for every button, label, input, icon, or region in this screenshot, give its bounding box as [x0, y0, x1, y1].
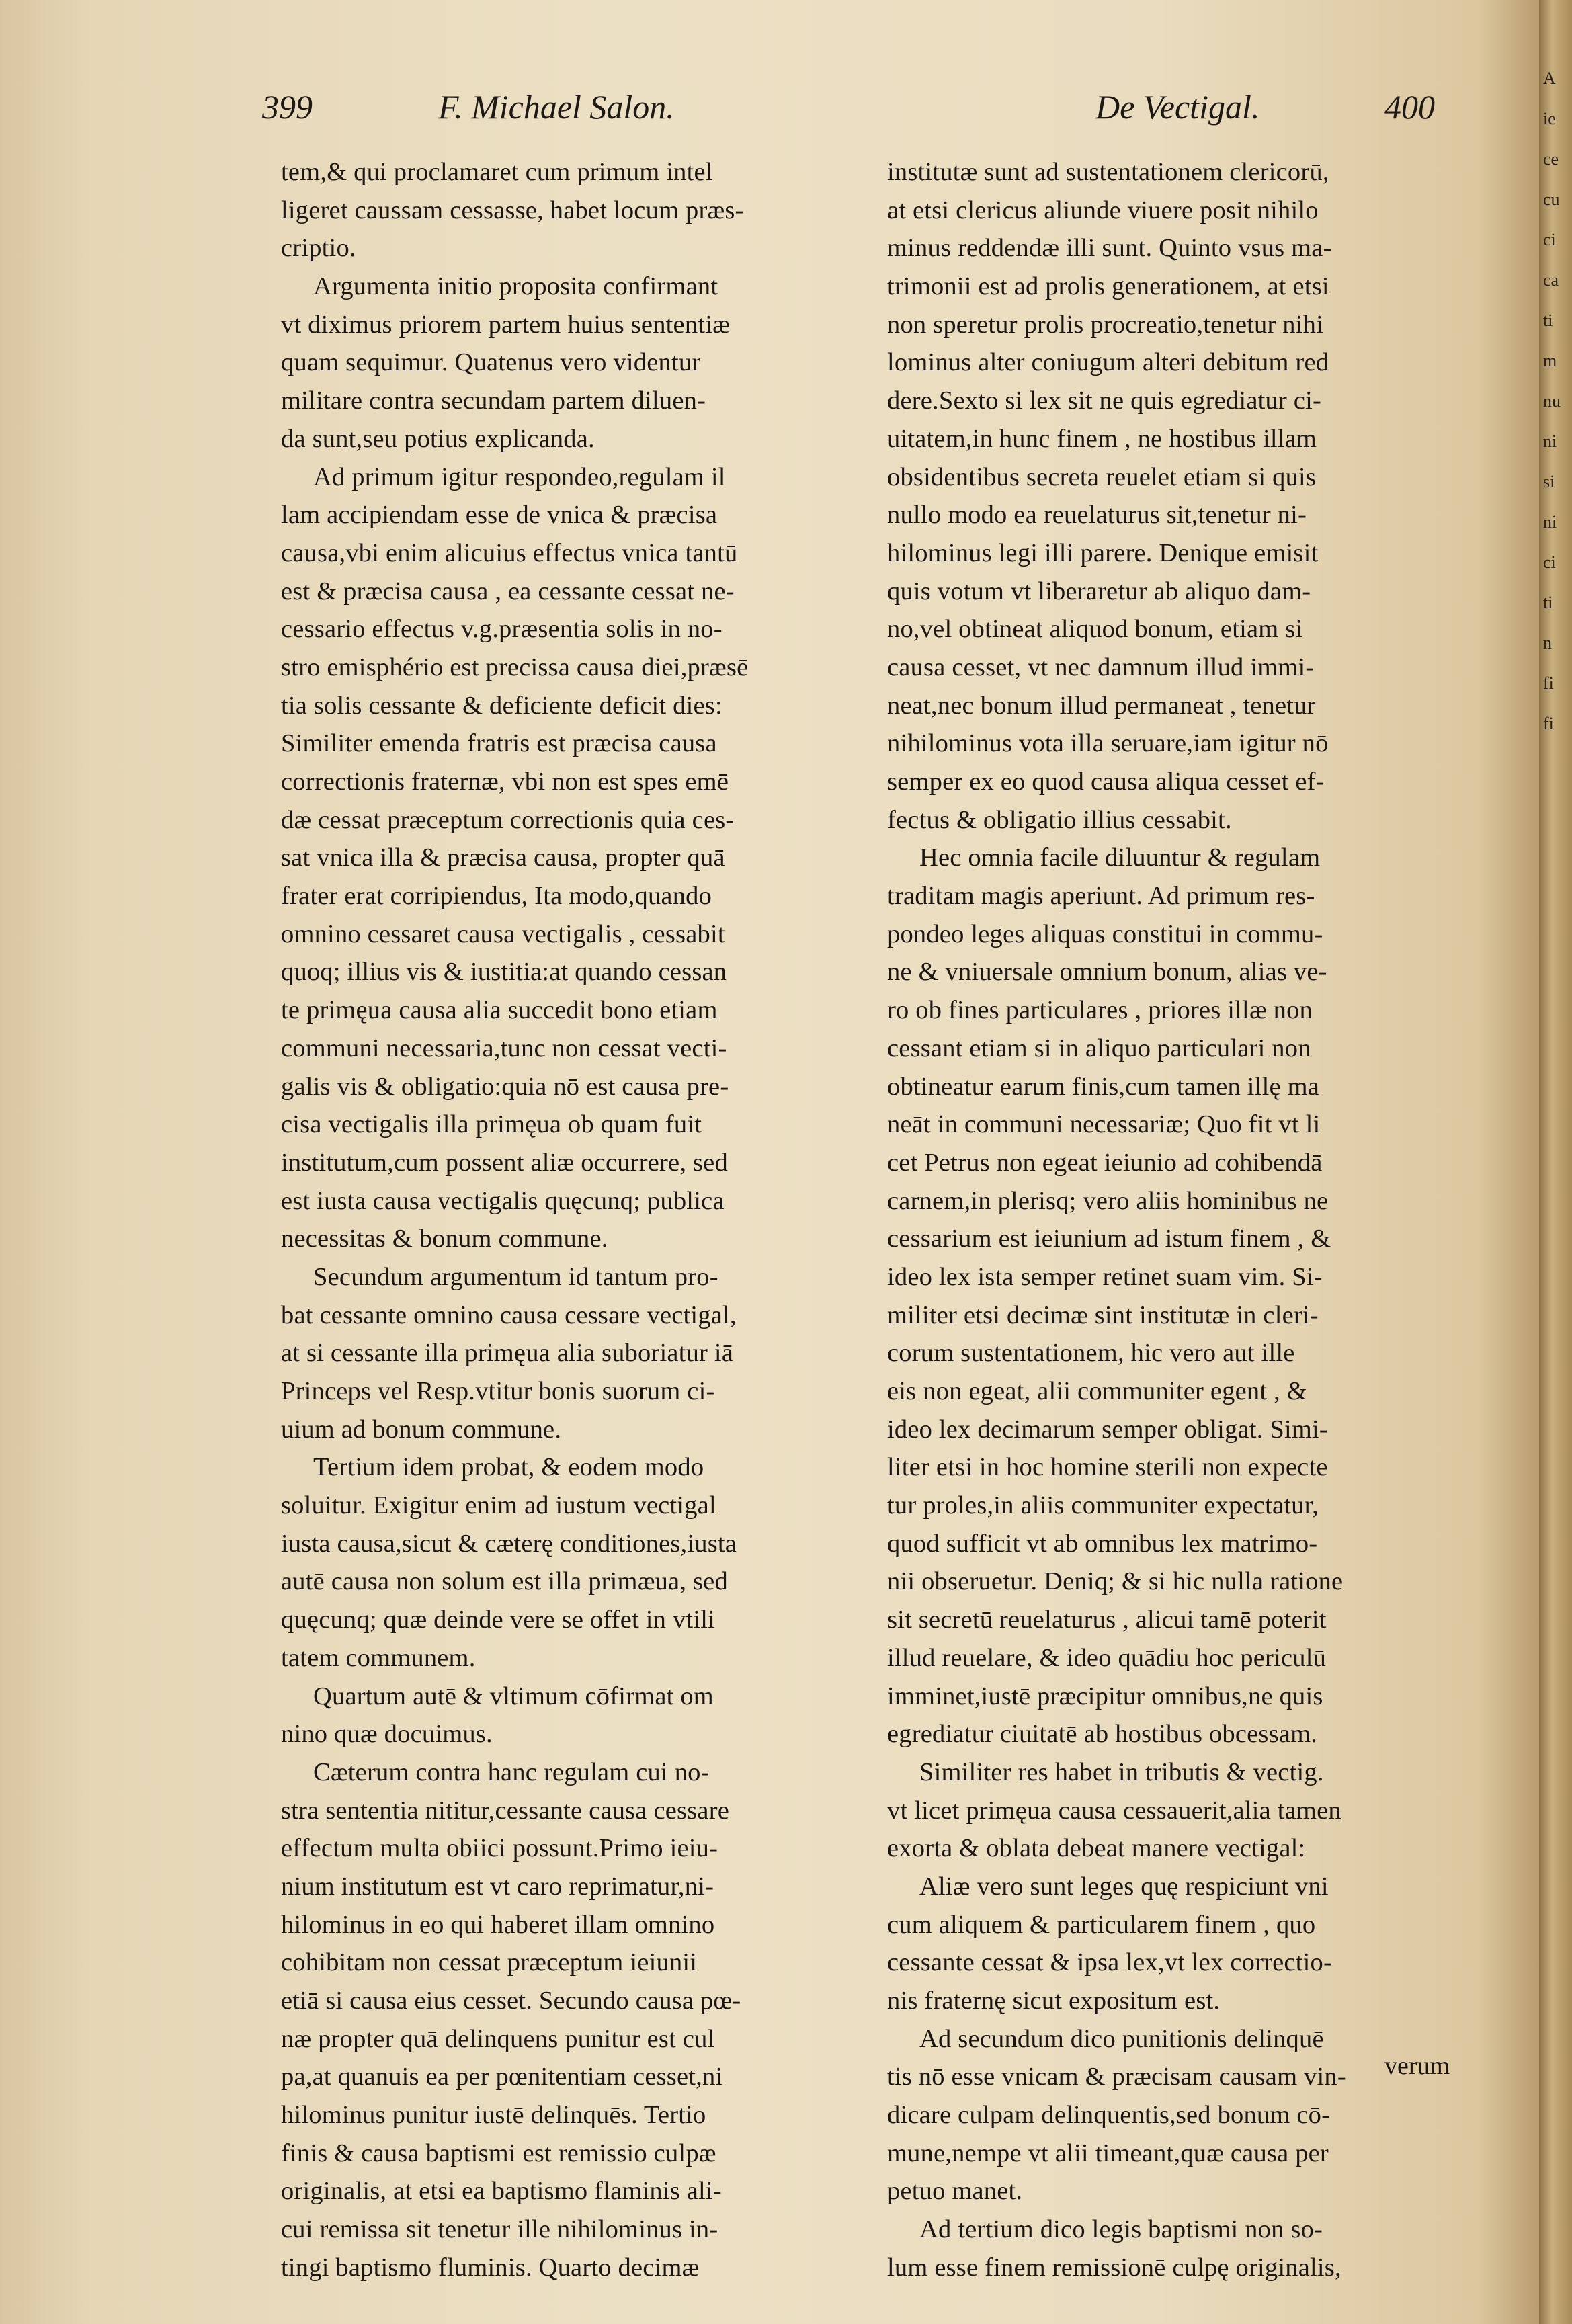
text-line: est & præcisa causa , ea cessante cessat ne- [281, 577, 735, 606]
text-line: imminet,iustē præcipitur omnibus,ne quis [887, 1682, 1323, 1710]
text-line: cessarium est ieiunium ad istum finem , & [887, 1225, 1331, 1253]
right-running-title: De Vectigal. [1095, 88, 1260, 126]
text-line: lam accipiendam esse de vnica & præcisa [281, 501, 718, 530]
text-line: fectus & obligatio illius cessabit. [887, 805, 1232, 834]
text-line: dæ cessat præceptum correctionis quia ces- [281, 805, 735, 834]
text-line: nium institutum est vt caro reprimatur,ni- [281, 1872, 714, 1901]
text-line: ligeret caussam cessasse, habet locum præs- [281, 196, 744, 224]
text-line: quis votum vt liberaretur ab aliquo dam- [887, 577, 1311, 606]
text-line: Argumenta initio proposita confirmant [313, 272, 718, 301]
text-line: ro ob fines particulares , priores illæ non [887, 996, 1313, 1025]
text-line: Quartum autē & vltimum cōfirmat om [313, 1682, 714, 1710]
text-line: sat vnica illa & præcisa causa, propter quā [281, 843, 725, 872]
text-line: nino quæ docuimus. [281, 1720, 493, 1749]
text-line: hilominus in eo qui haberet illam omnino [281, 1910, 715, 1939]
facing-page-edge [1539, 0, 1572, 2324]
text-line: cessant etiam si in aliquo particulari non [887, 1034, 1311, 1063]
text-line: quoq; illius vis & iustitia:at quando cessan [281, 958, 727, 987]
text-line: Ad secundum dico punitionis delinquē [919, 2024, 1324, 2053]
text-line: petuo manet. [887, 2177, 1023, 2206]
text-line: nihilominus vota illa seruare,iam igitur nō [887, 729, 1329, 758]
text-line: vt licet primęua causa cessauerit,alia tamen [887, 1796, 1341, 1825]
text-line: exorta & oblata debeat manere vectigal: [887, 1834, 1306, 1863]
left-text-column [281, 153, 849, 2287]
right-text-column [887, 153, 1455, 2287]
text-line: nis fraternę sicut expositum est. [887, 1987, 1221, 2015]
text-line: semper ex eo quod causa aliqua cesset ef- [887, 767, 1325, 796]
text-line: tem,& qui proclamaret cum primum intel [281, 158, 713, 186]
text-line: militer etsi decimæ sint institutæ in cleri- [887, 1300, 1319, 1329]
text-line: Hec omnia facile diluuntur & regulam [919, 843, 1321, 872]
left-running-title: F. Michael Salon. [438, 88, 675, 126]
text-line: neāt in communi necessariæ; Quo fit vt li [887, 1110, 1321, 1139]
text-line: at si cessante illa primęua alia suboriatur iā [281, 1339, 734, 1368]
text-line: tia solis cessante & deficiente deficit dies: [281, 691, 722, 720]
text-line: Similiter emenda fratris est præcisa causa [281, 729, 717, 758]
margin-fragment: si [1543, 472, 1555, 491]
text-line: originalis, at etsi ea baptismo flaminis ali- [281, 2177, 722, 2206]
text-line: autē causa non solum est illa primæua, sed [281, 1567, 728, 1596]
catchword: verum [1384, 2052, 1450, 2080]
text-line: bat cessante omnino causa cessare vectigal, [281, 1300, 737, 1329]
text-line: iusta causa,sicut & cæterę conditiones,iusta [281, 1529, 737, 1558]
text-line: correctionis fraternæ, vbi non est spes emē [281, 767, 729, 796]
margin-fragment: ci [1543, 552, 1556, 572]
text-line: hilominus legi illi parere. Denique emisit [887, 538, 1319, 567]
text-line: Tertium idem probat, & eodem modo [313, 1453, 704, 1482]
text-line: non speretur prolis procreatio,tenetur nihi [887, 310, 1324, 339]
text-line: criptio. [281, 234, 356, 263]
text-line: causa,vbi enim alicuius effectus vnica tantū [281, 538, 738, 567]
text-line: ideo lex ista semper retinet suam vim. Si- [887, 1262, 1323, 1291]
text-line: eis non egeat, alii communiter egent , & [887, 1377, 1307, 1405]
margin-fragment: ie [1543, 109, 1556, 128]
text-line: uium ad bonum commune. [281, 1415, 562, 1444]
text-line: Aliæ vero sunt leges quę respiciunt vni [919, 1872, 1329, 1901]
text-line: Similiter res habet in tributis & vectig. [919, 1757, 1324, 1786]
text-line: frater erat corripiendus, Ita modo,quando [281, 882, 712, 911]
text-line: stro emisphério est precissa causa diei,præsē [281, 653, 749, 681]
text-line: quod sufficit vt ab omnibus lex matrimo- [887, 1529, 1318, 1558]
text-line: cessario effectus v.g.præsentia solis in no- [281, 615, 722, 644]
margin-fragment: m [1543, 351, 1557, 370]
text-line: cet Petrus non egeat ieiunio ad cohibendā [887, 1148, 1323, 1177]
text-line: Secundum argumentum id tantum pro- [313, 1262, 718, 1291]
text-line: stra sententia nititur,cessante causa cessare [281, 1796, 730, 1825]
text-line: illud reuelare, & ideo quādiu hoc periculū [887, 1643, 1327, 1672]
text-line: traditam magis aperiunt. Ad primum res- [887, 882, 1315, 911]
text-line: sit secretū reuelaturus , alicui tamē poterit [887, 1606, 1327, 1634]
text-line: liter etsi in hoc homine sterili non expecte [887, 1453, 1328, 1482]
text-line: effectum multa obiici possunt.Primo ieiu- [281, 1834, 718, 1863]
text-line: communi necessaria,tunc non cessat vecti- [281, 1034, 727, 1063]
text-line: causa cesset, vt nec damnum illud immi- [887, 653, 1315, 681]
text-line: etiā si causa eius cesset. Secundo causa pœ- [281, 1987, 741, 2015]
text-line: militare contra secundam partem diluen- [281, 386, 706, 415]
text-line: institutæ sunt ad sustentationem clericorū, [887, 158, 1329, 186]
text-line: Princeps vel Resp.vtitur bonis suorum ci- [281, 1377, 715, 1405]
text-line: mune,nempe vt alii timeant,quæ causa per [887, 2139, 1329, 2167]
margin-fragment: fi [1543, 673, 1554, 693]
text-line: nii obseruetur. Deniq; & si hic nulla ratione [887, 1567, 1343, 1596]
text-line: næ propter quā delinquens punitur est cul [281, 2024, 715, 2053]
text-line: quam sequimur. Quatenus vero videntur [281, 348, 701, 377]
text-line: tatem communem. [281, 1643, 476, 1672]
text-line: galis vis & obligatio:quia nō est causa pre- [281, 1072, 729, 1101]
text-line: cui remissa sit tenetur ille nihilominus in- [281, 2215, 718, 2244]
margin-fragment: A [1543, 69, 1556, 88]
margin-fragment: ti [1543, 593, 1553, 612]
text-line: omnino cessaret causa vectigalis , cessabit [281, 919, 725, 948]
text-line: pondeo leges aliquas constitui in commu- [887, 919, 1323, 948]
text-line: cessante cessat & ipsa lex,vt lex correctio- [887, 1948, 1332, 1977]
text-line: cum aliquem & particularem finem , quo [887, 1910, 1316, 1939]
margin-fragment: ca [1543, 270, 1559, 290]
margin-fragment: ni [1543, 512, 1557, 532]
text-line: vt diximus priorem partem huius sententiæ [281, 310, 730, 339]
text-line: nullo modo ea reuelaturus sit,tenetur ni- [887, 501, 1307, 530]
text-line: ideo lex decimarum semper obligat. Simi- [887, 1415, 1328, 1444]
text-line: tingi baptismo fluminis. Quarto decimæ [281, 2253, 700, 2282]
margin-fragment: ci [1543, 230, 1556, 249]
text-line: minus reddendæ illi sunt. Quinto vsus ma- [887, 234, 1332, 263]
text-line: egrediatur ciuitatē ab hostibus obcessam. [887, 1720, 1318, 1749]
text-line: carnem,in plerisq; vero aliis hominibus ne [887, 1186, 1329, 1215]
margin-fragment: ni [1543, 431, 1557, 451]
text-line: est iusta causa vectigalis quęcunq; publica [281, 1186, 725, 1215]
text-line: Cæterum contra hanc regulam cui no- [313, 1757, 710, 1786]
running-header [262, 87, 1445, 141]
text-line: necessitas & bonum commune. [281, 1225, 608, 1253]
text-line: obsidentibus secreta reuelet etiam si quis [887, 462, 1317, 491]
text-line: obtineatur earum finis,cum tamen illę ma [887, 1072, 1320, 1101]
text-line: dere.Sexto si lex sit ne quis egrediatur ci- [887, 386, 1322, 415]
margin-fragment: ti [1543, 310, 1553, 330]
text-line: corum sustentationem, hic vero aut ille [887, 1339, 1295, 1368]
text-line: finis & causa baptismi est remissio culpæ [281, 2139, 716, 2167]
right-page-number: 400 [1384, 88, 1435, 126]
text-line: trimonii est ad prolis generationem, at etsi [887, 272, 1329, 301]
text-line: uitatem,in hunc finem , ne hostibus illam [887, 424, 1317, 453]
text-line: soluitur. Exigitur enim ad iustum vectigal [281, 1491, 716, 1520]
text-line: tis nō esse vnicam & præcisam causam vin- [887, 2063, 1346, 2091]
margin-fragment: fi [1543, 714, 1554, 733]
text-line: neat,nec bonum illud permaneat , tenetur [887, 691, 1316, 720]
text-line: dicare culpam delinquentis,sed bonum cō- [887, 2101, 1331, 2130]
text-line: Ad primum igitur respondeo,regulam il [313, 462, 726, 491]
text-line: cisa vectigalis illa primęua ob quam fuit [281, 1110, 702, 1139]
text-line: lum esse finem remissionē culpę originalis, [887, 2253, 1341, 2282]
text-line: institutum,cum possent aliæ occurrere, sed [281, 1148, 728, 1177]
text-line: ne & vniuersale omnium bonum, alias ve- [887, 958, 1327, 987]
margin-fragment: ce [1543, 149, 1559, 169]
margin-fragment: nu [1543, 391, 1561, 411]
text-line: at etsi clericus aliunde viuere posit nihilo [887, 196, 1319, 224]
text-line: te primęua causa alia succedit bono etiam [281, 996, 718, 1025]
text-line: da sunt,seu potius explicanda. [281, 424, 595, 453]
left-page-number: 399 [262, 88, 313, 126]
margin-fragment: cu [1543, 190, 1560, 209]
text-line: hilominus punitur iustē delinquēs. Tertio [281, 2101, 706, 2130]
text-line: cohibitam non cessat præceptum ieiunii [281, 1948, 698, 1977]
text-line: tur proles,in aliis communiter expectatur, [887, 1491, 1319, 1520]
text-line: pa,at quanuis ea per pœnitentiam cesset,ni [281, 2063, 723, 2091]
text-line: quęcunq; quæ deinde vere se offet in vtili [281, 1606, 715, 1634]
text-line: Ad tertium dico legis baptismi non so- [919, 2215, 1323, 2244]
margin-fragment: n [1543, 633, 1552, 653]
text-line: no,vel obtineat aliquod bonum, etiam si [887, 615, 1303, 644]
text-line: lominus alter coniugum alteri debitum red [887, 348, 1329, 377]
